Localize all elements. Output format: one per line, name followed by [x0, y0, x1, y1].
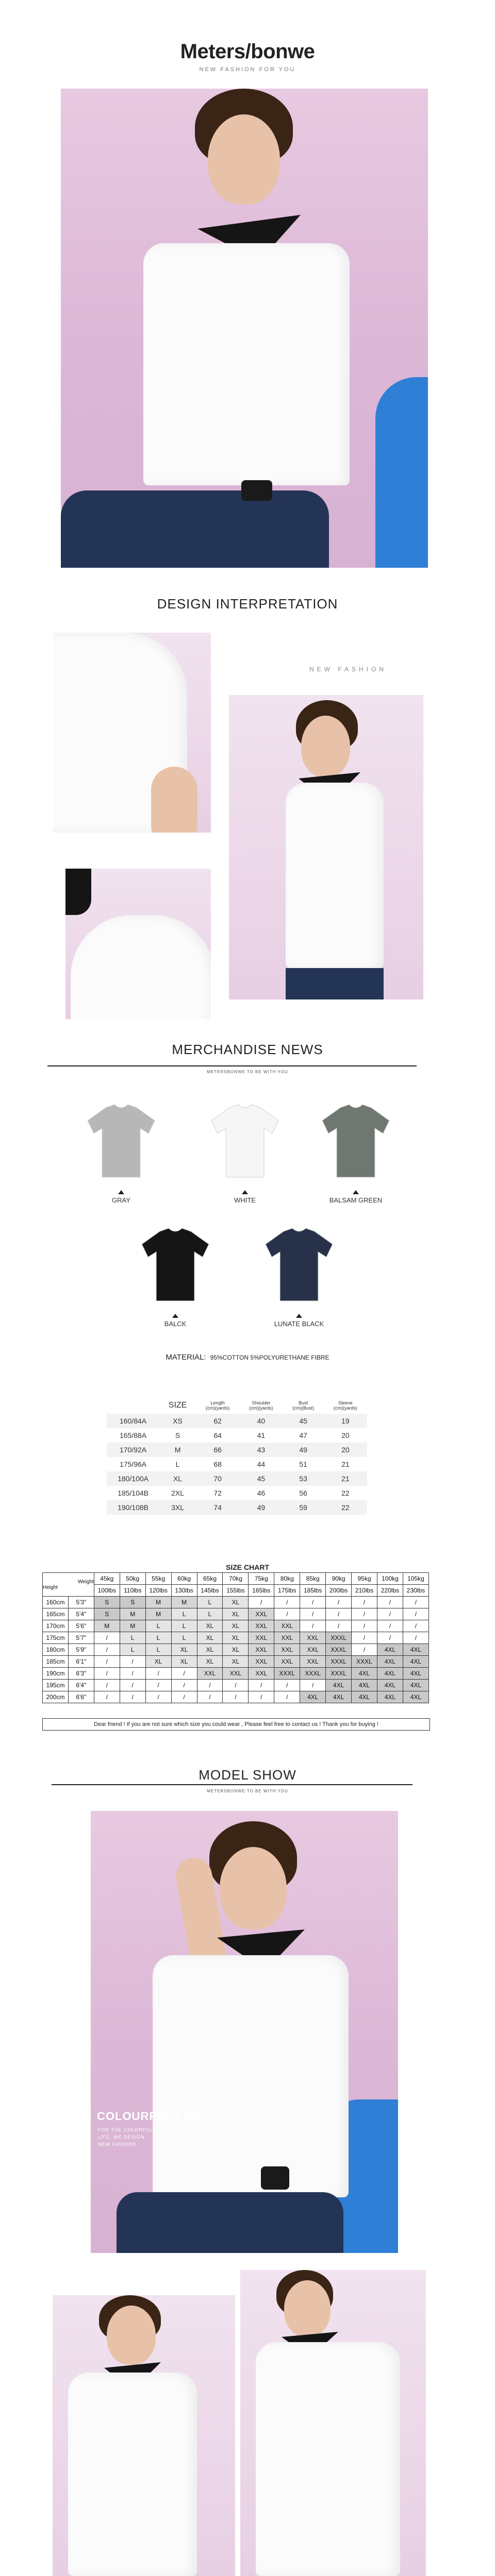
size-chart-row	[43, 1597, 429, 1608]
size-table-header-cell	[107, 1397, 159, 1414]
tshirt-swatch-white	[206, 1103, 284, 1180]
size-chart-row	[43, 1691, 429, 1703]
size-table-cell: 20	[324, 1443, 367, 1457]
size-chart-cell: L	[171, 1632, 197, 1644]
size-chart-weight-kg: 50kg	[120, 1573, 145, 1585]
size-chart-cell: 4XL	[377, 1656, 403, 1668]
size-chart-cell: XXL	[274, 1656, 300, 1668]
size-chart-cell: XL	[197, 1656, 223, 1668]
size-chart-cell: 4XL	[403, 1680, 428, 1691]
size-chart-row	[43, 1632, 429, 1644]
size-chart-weight-kg: 105kg	[403, 1573, 428, 1585]
size-chart-cell: /	[145, 1680, 171, 1691]
size-table-cell: 40	[239, 1414, 283, 1428]
size-chart-cell: 4XL	[403, 1644, 428, 1656]
size-chart-cell: L	[197, 1608, 223, 1620]
size-chart-cell: XXL	[249, 1644, 274, 1656]
size-chart-cell: /	[352, 1597, 377, 1608]
size-table-header-cell: Length (cm)(yards)	[206, 1400, 230, 1411]
brand-logo: Meters/bonwe	[180, 40, 315, 63]
size-chart-weight-lbs: 130lbs	[171, 1585, 197, 1597]
size-chart-weight-lbs: 110lbs	[120, 1585, 145, 1597]
size-chart-cell: /	[352, 1620, 377, 1632]
size-chart-weight-lbs: 200lbs	[326, 1585, 352, 1597]
size-chart-weight-kg: 75kg	[249, 1573, 274, 1585]
size-chart-cell: XL	[145, 1656, 171, 1668]
hero-photo	[61, 89, 428, 568]
overlay-line: FOR THE COLORFUL	[98, 2127, 153, 2132]
size-chart-cell: XL	[223, 1656, 249, 1668]
size-chart-height-cm: 165cm	[43, 1608, 69, 1620]
size-chart-cell: XXXL	[300, 1668, 326, 1680]
model-face-5	[284, 2280, 331, 2337]
tshirt-swatch-balsam-green	[317, 1103, 394, 1180]
size-chart-cell: XXXL	[326, 1632, 352, 1644]
size-table-header-cell: SIZE	[168, 1401, 187, 1410]
size-chart-cell: /	[352, 1644, 377, 1656]
size-chart-cell: /	[94, 1668, 120, 1680]
model-face	[208, 114, 280, 205]
size-chart-cell: XXL	[249, 1668, 274, 1680]
size-chart-row	[43, 1644, 429, 1656]
size-chart-cell: /	[145, 1691, 171, 1703]
size-table-cell: 51	[299, 1460, 307, 1468]
size-chart-cell: XXL	[249, 1632, 274, 1644]
size-chart-cell: /	[403, 1632, 428, 1644]
tshirt-swatch-lunate-black	[260, 1226, 338, 1303]
size-chart-cell: XL	[197, 1620, 223, 1632]
model-watch-3	[261, 2166, 289, 2190]
size-chart-height-ft: 5'6"	[68, 1620, 94, 1632]
merch-title: MERCHANDISE NEWS	[172, 1042, 323, 1057]
size-chart-cell: S	[94, 1597, 120, 1608]
size-chart-cell: /	[377, 1620, 403, 1632]
size-chart-cell: 4XL	[377, 1680, 403, 1691]
model-jeans-2	[286, 968, 384, 999]
size-chart-cell: M	[120, 1608, 145, 1620]
size-chart-height-ft: 5'4"	[68, 1608, 94, 1620]
size-chart-cell: /	[223, 1680, 249, 1691]
size-chart-weight-lbs: 220lbs	[377, 1585, 403, 1597]
size-chart-cell: 4XL	[300, 1691, 326, 1703]
size-chart-cell: M	[94, 1620, 120, 1632]
size-chart-cell: 4XL	[403, 1668, 428, 1680]
size-chart-cell: XXL	[249, 1620, 274, 1632]
size-chart-cell: 4XL	[377, 1668, 403, 1680]
size-chart-cell: L	[145, 1620, 171, 1632]
size-chart-cell: /	[94, 1656, 120, 1668]
material-value: 95%COTTON 5%POLYURETHANE FIBRE	[210, 1354, 329, 1361]
size-table-row	[107, 1471, 367, 1486]
size-chart-weight-lbs: 145lbs	[197, 1585, 223, 1597]
size-table-cell: 49	[283, 1443, 324, 1457]
size-table-header	[107, 1397, 367, 1414]
size-table-cell: 22	[324, 1500, 367, 1515]
size-chart-cell: /	[171, 1668, 197, 1680]
size-table-cell: 180/100A	[107, 1471, 159, 1486]
model-title: MODEL SHOW	[199, 1767, 296, 1783]
size-chart-weight-row	[43, 1573, 429, 1585]
model-tshirt-2	[286, 783, 384, 968]
size-table-cell: 70	[196, 1471, 239, 1486]
size-chart-weight-kg: 95kg	[352, 1573, 377, 1585]
material-line	[0, 1353, 495, 1362]
size-chart-cell: /	[249, 1680, 274, 1691]
size-chart-cell: /	[249, 1597, 274, 1608]
size-chart-cell: L	[120, 1644, 145, 1656]
size-table-cell: 45	[239, 1471, 283, 1486]
size-chart-height-ft: 5'9"	[68, 1644, 94, 1656]
size-table-cell: 185/104B	[118, 1489, 149, 1497]
size-table-cell: S	[175, 1431, 180, 1439]
size-chart-weight-lbs: 120lbs	[145, 1585, 171, 1597]
model-front-photo	[53, 2295, 235, 2576]
size-chart-height-ft: 5'3"	[68, 1597, 94, 1608]
size-chart-weight-lbs: 100lbs	[94, 1585, 120, 1597]
size-table-cell: 19	[324, 1414, 367, 1428]
size-chart-cell: L	[171, 1620, 197, 1632]
swatch-marker	[296, 1314, 302, 1318]
model-jeans-3	[117, 2192, 343, 2253]
size-table-cell: XS	[159, 1414, 196, 1428]
size-chart-cell: 4XL	[352, 1680, 377, 1691]
size-chart-height-ft: 6'6"	[68, 1691, 94, 1703]
size-table-row	[107, 1428, 367, 1443]
size-chart-cell: /	[120, 1680, 145, 1691]
size-chart-cell: /	[352, 1632, 377, 1644]
size-chart-cell: /	[171, 1680, 197, 1691]
size-chart-cell: /	[274, 1680, 300, 1691]
size-chart-cell: 4XL	[377, 1691, 403, 1703]
size-table-cell: M	[159, 1443, 196, 1457]
size-chart-row	[43, 1608, 429, 1620]
model-subtitle: METERSBONWE TO BE WITH YOU	[207, 1789, 288, 1793]
size-chart-weight-kg: 45kg	[94, 1573, 120, 1585]
size-chart-cell: M	[145, 1608, 171, 1620]
size-table-cell: 45	[283, 1414, 324, 1428]
size-chart-cell: 4XL	[403, 1691, 428, 1703]
detail-model-photo	[229, 695, 423, 999]
size-chart-cell: /	[403, 1597, 428, 1608]
size-chart-cell: L	[145, 1632, 171, 1644]
size-chart-table	[42, 1572, 429, 1703]
size-chart-cell: /	[94, 1632, 120, 1644]
size-chart-cell: L	[197, 1597, 223, 1608]
size-chart-row	[43, 1656, 429, 1668]
size-table-cell: 66	[196, 1443, 239, 1457]
size-chart-cell: 4XL	[352, 1691, 377, 1703]
size-chart-weight-lbs: 155lbs	[223, 1585, 249, 1597]
chair-shape	[375, 377, 428, 568]
size-table-cell: 21	[324, 1471, 367, 1486]
size-chart-cell: /	[326, 1597, 352, 1608]
size-chart-cell: M	[171, 1597, 197, 1608]
merch-subtitle: METERSBONWE TO BE WITH YOU	[207, 1070, 288, 1074]
collar-scarf	[65, 869, 91, 915]
size-table-cell: 46	[257, 1489, 266, 1497]
size-chart-row	[43, 1668, 429, 1680]
size-chart-cell: /	[403, 1608, 428, 1620]
brand-header	[0, 40, 495, 73]
size-table-cell: 47	[299, 1431, 307, 1439]
size-chart-cell: /	[94, 1644, 120, 1656]
material-label: MATERIAL:	[166, 1353, 206, 1362]
swatch-marker	[172, 1314, 178, 1318]
size-chart-cell: XXL	[300, 1632, 326, 1644]
collar-tshirt	[71, 915, 211, 1019]
size-table-row	[107, 1486, 367, 1500]
size-chart-cell: XL	[223, 1608, 249, 1620]
swatch-marker	[242, 1190, 248, 1194]
size-chart-weight-kg: 70kg	[223, 1573, 249, 1585]
size-table-cell: 43	[239, 1443, 283, 1457]
size-chart-cell: /	[223, 1691, 249, 1703]
size-chart-height-cm: 180cm	[43, 1644, 69, 1656]
size-chart-cell: XL	[223, 1644, 249, 1656]
model-title-rule	[52, 1784, 412, 1785]
model-back-photo	[240, 2270, 426, 2576]
size-table-cell: 74	[196, 1500, 239, 1515]
size-chart-cell: XL	[223, 1597, 249, 1608]
size-chart-cell: M	[120, 1620, 145, 1632]
size-chart-height-cm: 190cm	[43, 1668, 69, 1680]
size-chart-weight-kg: 90kg	[326, 1573, 352, 1585]
size-chart-cell: /	[94, 1691, 120, 1703]
size-chart-corner	[43, 1573, 94, 1597]
size-chart-weight-kg: 60kg	[171, 1573, 197, 1585]
size-table-cell: 165/88A	[119, 1431, 147, 1439]
size-chart-cell: XL	[223, 1620, 249, 1632]
size-table-cell: 21	[341, 1460, 350, 1468]
overlay-line: NEW FASHION	[98, 2142, 137, 2147]
size-chart-cell: /	[120, 1656, 145, 1668]
size-chart-height-cm: 175cm	[43, 1632, 69, 1644]
size-chart-weight-kg: 80kg	[274, 1573, 300, 1585]
size-chart-cell: M	[145, 1597, 171, 1608]
size-chart-cell: XL	[171, 1656, 197, 1668]
size-table-cell: 175/96A	[119, 1460, 147, 1468]
size-chart-cell: /	[300, 1608, 326, 1620]
size-table-header-cell: Bust (cm)(Bust)	[292, 1400, 315, 1411]
size-table-cell: 62	[196, 1414, 239, 1428]
tshirt-swatch-gray	[82, 1103, 160, 1180]
size-chart-cell: XXL	[223, 1668, 249, 1680]
size-chart-cell: XXL	[249, 1656, 274, 1668]
size-table-cell: 3XL	[159, 1500, 196, 1515]
size-chart-cell: XXXL	[326, 1668, 352, 1680]
size-chart-cell: /	[145, 1668, 171, 1680]
size-chart-weight-lbs: 230lbs	[403, 1585, 428, 1597]
size-table-cell: 56	[299, 1489, 307, 1497]
size-chart-weight-lbs: 210lbs	[352, 1585, 377, 1597]
size-chart-cell: /	[120, 1691, 145, 1703]
size-chart-cell: /	[377, 1608, 403, 1620]
size-chart-cell: /	[352, 1608, 377, 1620]
model-show-photo	[91, 1811, 398, 2253]
size-table-row	[107, 1414, 367, 1428]
size-table-cell: 160/84A	[107, 1414, 159, 1428]
size-chart-title: SIZE CHART	[226, 1563, 269, 1571]
size-chart-cell: 4XL	[326, 1691, 352, 1703]
size-chart-cell: /	[300, 1680, 326, 1691]
size-chart-note: Dear friend ! If you are not sure which size you could wear , Please feel free to contact us ! Thank you for buying !	[42, 1718, 430, 1731]
model-tshirt-5	[256, 2342, 400, 2576]
size-chart-cell: XXXL	[274, 1668, 300, 1680]
size-chart-cell: /	[326, 1608, 352, 1620]
size-chart-cell: S	[94, 1608, 120, 1620]
size-chart-cell: XL	[171, 1644, 197, 1656]
size-table-cell: 2XL	[171, 1489, 184, 1497]
size-table-row	[107, 1443, 367, 1457]
swatch-label: LUNATE BLACK	[274, 1320, 324, 1328]
model-tshirt	[143, 243, 350, 485]
size-chart-cell: 4XL	[377, 1644, 403, 1656]
size-chart-cell: XXL	[249, 1608, 274, 1620]
size-table-cell: 41	[257, 1431, 266, 1439]
size-chart-cell: L	[171, 1608, 197, 1620]
swatch-label: WHITE	[234, 1196, 256, 1204]
swatch-marker	[353, 1190, 359, 1194]
size-chart-cell: /	[300, 1620, 326, 1632]
weight-label: Weight	[77, 1579, 94, 1585]
size-chart-weight-kg: 85kg	[300, 1573, 326, 1585]
size-chart-cell: /	[94, 1680, 120, 1691]
merch-title-rule	[47, 1065, 417, 1066]
size-chart-height-cm: 200cm	[43, 1691, 69, 1703]
swatch-label: BALCK	[164, 1320, 187, 1328]
size-chart-cell: /	[377, 1632, 403, 1644]
size-chart-height-ft: 6'1"	[68, 1656, 94, 1668]
size-table-cell: 72	[213, 1489, 222, 1497]
detail-collar-photo	[65, 869, 211, 1019]
model-tshirt-3	[153, 1955, 349, 2197]
size-table-header-cell: Sleeve (cm)(yards)	[333, 1400, 357, 1411]
size-chart-cell: S	[120, 1597, 145, 1608]
model-tshirt-4	[68, 2372, 197, 2576]
size-table-cell: 44	[257, 1460, 266, 1468]
design-title: DESIGN INTERPRETATION	[157, 596, 338, 612]
size-table-row	[107, 1457, 367, 1471]
size-table-cell: 49	[239, 1500, 283, 1515]
size-chart-cell: XXL	[274, 1632, 300, 1644]
size-chart-row	[43, 1680, 429, 1691]
size-table-cell: 190/108B	[107, 1500, 159, 1515]
size-chart-cell: /	[171, 1691, 197, 1703]
size-chart-cell: /	[326, 1620, 352, 1632]
size-chart-cell: XXXL	[326, 1644, 352, 1656]
size-table-cell: 53	[283, 1471, 324, 1486]
overlay-line: LIFE, WE DESIGN	[98, 2134, 145, 2140]
size-table-cell: 68	[213, 1460, 222, 1468]
size-chart-cell: /	[274, 1608, 300, 1620]
size-chart-cell: 4XL	[326, 1680, 352, 1691]
size-chart-cell: XXL	[197, 1668, 223, 1680]
overlay-title: COLOURFUL LIFE	[97, 2110, 203, 2123]
size-chart-cell: /	[403, 1620, 428, 1632]
size-table-body	[107, 1414, 367, 1515]
size-chart-cell: XXL	[274, 1620, 300, 1632]
size-chart-height-cm: 185cm	[43, 1656, 69, 1668]
size-chart-cell: /	[274, 1597, 300, 1608]
size-chart-cell: XL	[223, 1632, 249, 1644]
swatch-label: BALSAM GREEN	[329, 1196, 383, 1204]
size-table-cell: 64	[213, 1431, 222, 1439]
size-chart-weight-lbs: 185lbs	[300, 1585, 326, 1597]
size-chart-cell: /	[300, 1597, 326, 1608]
size-chart-body	[43, 1573, 429, 1703]
model-face-2	[301, 716, 350, 777]
tshirt-swatch-balck	[137, 1226, 214, 1303]
new-fashion-text: NEW FASHION	[309, 666, 387, 673]
size-chart-cell: L	[120, 1632, 145, 1644]
size-chart-height-ft: 5'7"	[68, 1632, 94, 1644]
size-chart-cell: XXL	[300, 1656, 326, 1668]
size-chart-weight-kg: 55kg	[145, 1573, 171, 1585]
size-table-row	[107, 1500, 367, 1515]
size-chart-cell: /	[197, 1680, 223, 1691]
model-watch	[241, 480, 272, 501]
brand-tagline: NEW FASHION FOR YOU	[199, 66, 296, 73]
overlay-lines	[98, 2126, 153, 2148]
size-chart-cell: /	[274, 1691, 300, 1703]
size-chart-row	[43, 1620, 429, 1632]
size-chart-weight-kg: 100kg	[377, 1573, 403, 1585]
size-chart-cell: XXL	[300, 1644, 326, 1656]
size-chart-cell: L	[145, 1644, 171, 1656]
size-chart-cell: XXL	[274, 1644, 300, 1656]
model-face-3	[220, 1847, 287, 1929]
size-chart-cell: 4XL	[352, 1668, 377, 1680]
size-chart-cell: /	[120, 1668, 145, 1680]
size-chart-height-cm: 170cm	[43, 1620, 69, 1632]
size-chart-cell: XL	[197, 1632, 223, 1644]
size-chart-weight-lbs: 165lbs	[249, 1585, 274, 1597]
size-chart-height-ft: 6'3"	[68, 1668, 94, 1680]
size-measurement-table	[107, 1397, 367, 1515]
size-chart-lbs-row	[43, 1585, 429, 1597]
size-chart-cell: /	[377, 1597, 403, 1608]
size-chart-cell: XL	[197, 1644, 223, 1656]
size-chart-height-cm: 195cm	[43, 1680, 69, 1691]
arm-shape	[151, 767, 197, 833]
size-chart-height-cm: 160cm	[43, 1597, 69, 1608]
size-chart-cell: 4XL	[403, 1656, 428, 1668]
size-table-cell: 22	[341, 1489, 350, 1497]
size-chart-cell: /	[249, 1691, 274, 1703]
size-chart-weight-kg: 65kg	[197, 1573, 223, 1585]
size-table-cell: 20	[341, 1431, 350, 1439]
detail-sleeve-photo	[53, 633, 211, 833]
model-face-4	[107, 2306, 156, 2365]
size-chart-cell: XXXL	[352, 1656, 377, 1668]
size-chart-weight-lbs: 175lbs	[274, 1585, 300, 1597]
size-chart-cell: XXXL	[326, 1656, 352, 1668]
swatch-marker	[118, 1190, 124, 1194]
size-table-cell: L	[175, 1460, 180, 1468]
swatch-label: GRAY	[112, 1196, 130, 1204]
size-table-cell: 59	[283, 1500, 324, 1515]
model-jeans	[61, 490, 329, 568]
size-chart-cell: /	[197, 1691, 223, 1703]
height-label: Height	[43, 1584, 58, 1590]
size-table-header-cell: Shoulder (cm)(yards)	[249, 1400, 273, 1411]
size-table-cell: XL	[159, 1471, 196, 1486]
size-table-cell: 170/92A	[107, 1443, 159, 1457]
size-chart-height-ft: 6'4"	[68, 1680, 94, 1691]
